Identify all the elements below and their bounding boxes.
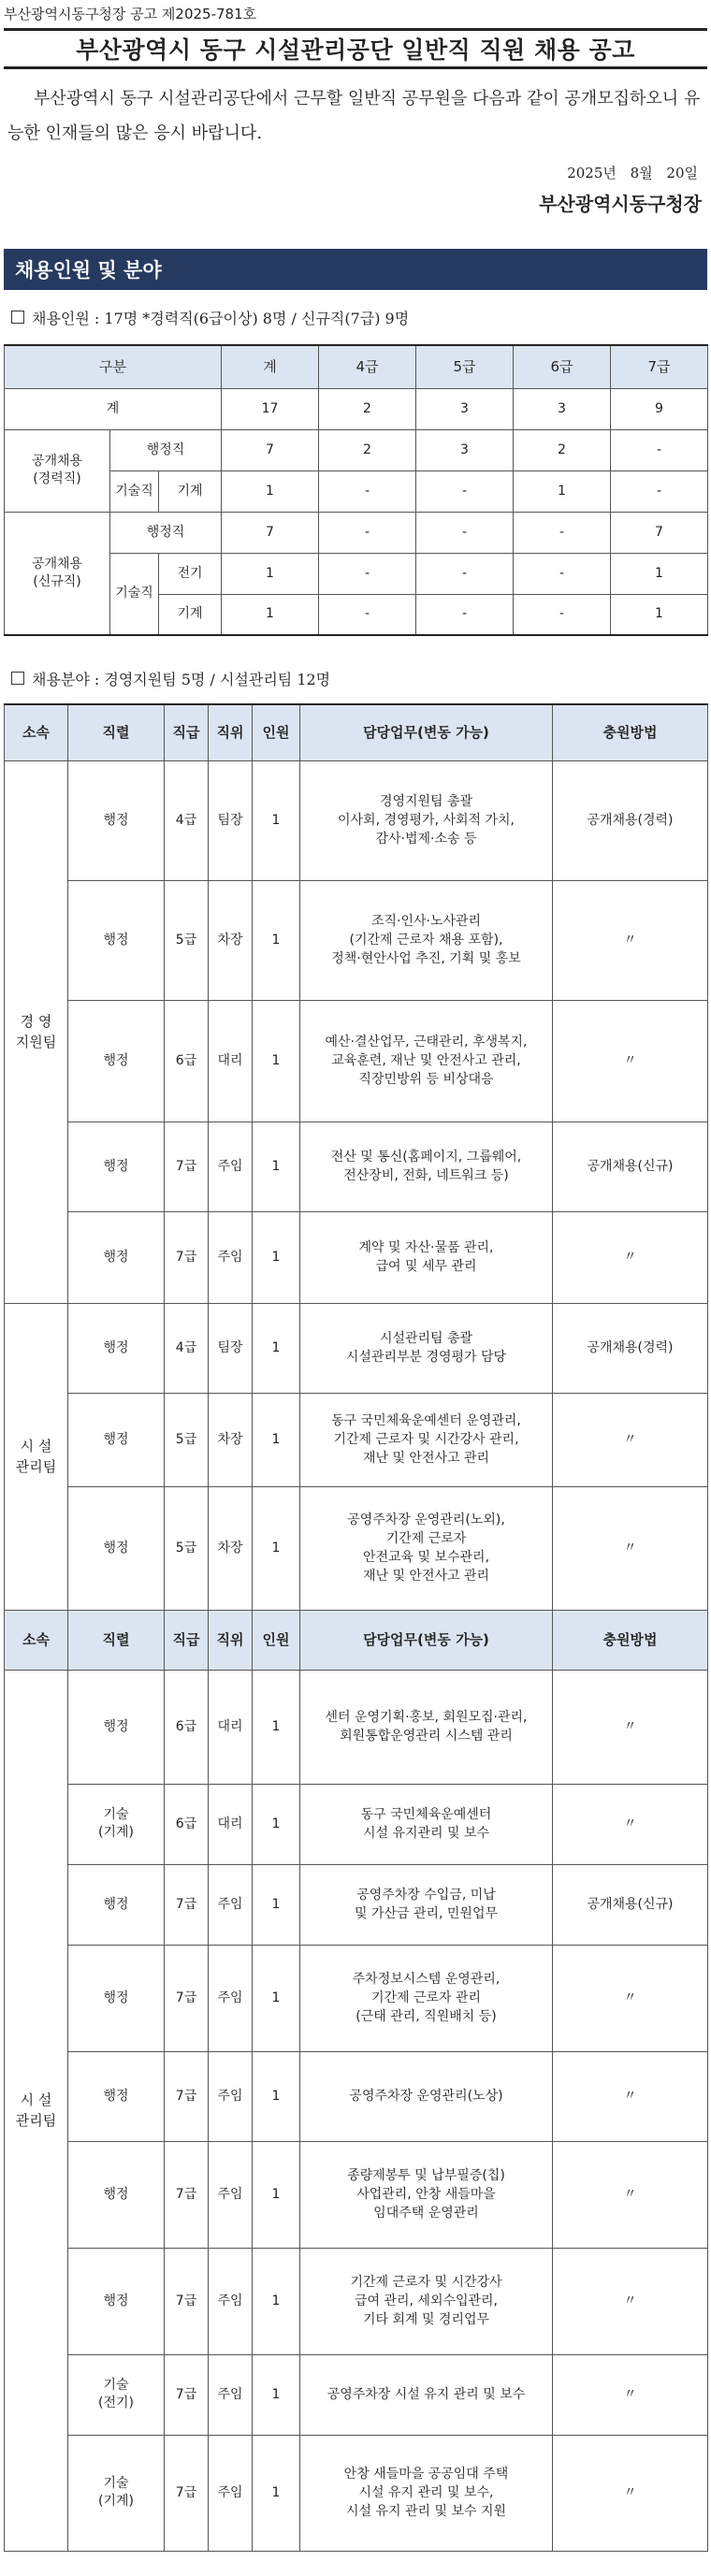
value-cell: 1 bbox=[611, 594, 708, 635]
value-cell: - bbox=[416, 512, 514, 553]
series-cell: 행정 bbox=[68, 1211, 165, 1303]
table-row bbox=[5, 760, 708, 880]
series-cell: 행정 bbox=[68, 1670, 165, 1784]
issuer-name: 부산광역시동구청장 bbox=[539, 193, 702, 215]
value-cell: - bbox=[319, 553, 416, 594]
value-cell: - bbox=[611, 429, 708, 470]
duty-cell: 경영지원팀 총괄 이사회, 경영평가, 사회적 가치, 감사·법제·소송 등 bbox=[300, 760, 553, 880]
count-cell: 1 bbox=[253, 1784, 300, 1864]
series-cell: 행정 bbox=[68, 1122, 165, 1211]
recruit-field-line bbox=[4, 664, 707, 692]
table-row bbox=[5, 1303, 708, 1393]
position-cell: 주임 bbox=[209, 1945, 253, 2051]
table-header-row bbox=[5, 704, 708, 760]
series-label-cell: 행정직 bbox=[110, 429, 222, 470]
table-row bbox=[5, 470, 708, 512]
series-cell: 행정 bbox=[68, 2051, 165, 2141]
series-cell: 행정 bbox=[68, 1000, 165, 1122]
table-row bbox=[5, 2248, 708, 2354]
series-label-cell: 기술직 bbox=[110, 553, 159, 635]
section-header-text: 채용인원 및 분야 bbox=[15, 259, 162, 282]
header-cell: 7급 bbox=[611, 345, 708, 388]
position-cell: 주임 bbox=[209, 2141, 253, 2248]
method-cell: 〃 bbox=[553, 1784, 708, 1864]
grade-cell: 7급 bbox=[165, 2435, 209, 2551]
count-cell: 1 bbox=[253, 760, 300, 880]
position-cell: 팀장 bbox=[209, 1303, 253, 1393]
grade-cell: 5급 bbox=[165, 1393, 209, 1486]
table-row bbox=[5, 1122, 708, 1211]
page-title bbox=[4, 28, 707, 69]
value-cell: 7 bbox=[222, 512, 319, 553]
dept-cell: 경 영 지원팀 bbox=[5, 760, 68, 1303]
value-cell: - bbox=[416, 470, 514, 512]
table-row bbox=[5, 1486, 708, 1610]
grade-cell: 4급 bbox=[165, 1303, 209, 1393]
table-row bbox=[5, 2141, 708, 2248]
value-cell: - bbox=[416, 594, 514, 635]
count-cell: 1 bbox=[253, 2051, 300, 2141]
intro-paragraph: 부산광역시 동구 시설관리공단에서 근무할 일반직 공무원을 다음과 같이 공개모집하오니 유능한 인재들의 많은 응시 바랍니다. bbox=[7, 89, 701, 143]
duty-cell: 예산·결산업무, 근태관리, 후생복지, 교육훈련, 재난 및 안전사고 관리, 직장민방위 등 비상대응 bbox=[300, 1000, 553, 1122]
value-cell: 1 bbox=[222, 553, 319, 594]
position-cell: 주임 bbox=[209, 1864, 253, 1945]
table-row bbox=[5, 1211, 708, 1303]
count-cell: 1 bbox=[253, 2248, 300, 2354]
header-cell: 4급 bbox=[319, 345, 416, 388]
recruit-count-line bbox=[4, 303, 707, 331]
total-value-cell: 9 bbox=[611, 388, 708, 429]
table-row bbox=[5, 512, 708, 553]
checkbox-square-icon bbox=[11, 311, 24, 324]
value-cell: 7 bbox=[222, 429, 319, 470]
series-cell: 기술 (전기) bbox=[68, 2354, 165, 2435]
total-value-cell: 17 bbox=[222, 388, 319, 429]
headcount-table bbox=[4, 344, 708, 636]
series-cell: 행정 bbox=[68, 1393, 165, 1486]
grade-cell: 7급 bbox=[165, 2051, 209, 2141]
value-cell: 1 bbox=[514, 470, 611, 512]
value-cell: - bbox=[514, 594, 611, 635]
position-cell: 팀장 bbox=[209, 760, 253, 880]
series-cell: 기술 (기계) bbox=[68, 1784, 165, 1864]
header-cell: 직위 bbox=[209, 704, 253, 760]
page-title-text: 부산광역시 동구 시설관리공단 일반직 직원 채용 공고 bbox=[76, 36, 635, 64]
grade-cell: 5급 bbox=[165, 1486, 209, 1610]
group-label-cell: 공개채용 (경력직) bbox=[5, 429, 110, 512]
method-cell: 〃 bbox=[553, 1945, 708, 2051]
table-row bbox=[5, 1393, 708, 1486]
value-cell: 3 bbox=[416, 429, 514, 470]
grade-cell: 6급 bbox=[165, 1784, 209, 1864]
series-cell: 행정 bbox=[68, 880, 165, 1000]
count-cell: 1 bbox=[253, 1211, 300, 1303]
grade-cell: 4급 bbox=[165, 760, 209, 880]
duty-cell: 전산 및 통신(홈페이지, 그룹웨어, 전산장비, 전화, 네트워크 등) bbox=[300, 1122, 553, 1211]
count-cell: 1 bbox=[253, 2435, 300, 2551]
header-cell: 충원방법 bbox=[553, 704, 708, 760]
method-cell: 〃 bbox=[553, 2051, 708, 2141]
method-cell: 〃 bbox=[553, 1670, 708, 1784]
duty-table bbox=[4, 703, 708, 2552]
count-cell: 1 bbox=[253, 1000, 300, 1122]
position-cell: 차장 bbox=[209, 1393, 253, 1486]
position-cell: 대리 bbox=[209, 1000, 253, 1122]
value-cell: 1 bbox=[222, 594, 319, 635]
subseries-label-cell: 기계 bbox=[159, 470, 222, 512]
table-header-row bbox=[5, 345, 708, 388]
grade-cell: 7급 bbox=[165, 2141, 209, 2248]
table-row bbox=[5, 1784, 708, 1864]
count-cell: 1 bbox=[253, 1864, 300, 1945]
position-cell: 주임 bbox=[209, 2354, 253, 2435]
position-cell: 주임 bbox=[209, 1122, 253, 1211]
recruit-field-text: 채용분야 : 경영지원팀 5명 / 시설관리팀 12명 bbox=[32, 670, 331, 688]
table-row-total bbox=[5, 388, 708, 429]
grade-cell: 6급 bbox=[165, 1670, 209, 1784]
method-cell: 〃 bbox=[553, 2354, 708, 2435]
method-cell: 〃 bbox=[553, 1486, 708, 1610]
duty-cell: 센터 운영기획·홍보, 회원모집·관리, 회원통합운영관리 시스템 관리 bbox=[300, 1670, 553, 1784]
value-cell: - bbox=[319, 470, 416, 512]
count-cell: 1 bbox=[253, 2141, 300, 2248]
table-header-row bbox=[5, 1610, 708, 1670]
header-cell: 직위 bbox=[209, 1610, 253, 1670]
count-cell: 1 bbox=[253, 1303, 300, 1393]
duty-cell: 공영주차장 운영관리(노외), 기간제 근로자 안전교육 및 보수관리, 재난 및 안전사고 관리 bbox=[300, 1486, 553, 1610]
series-cell: 행정 bbox=[68, 2248, 165, 2354]
position-cell: 차장 bbox=[209, 1486, 253, 1610]
duty-cell: 종량제봉투 및 납부필증(칩) 사업관리, 안창 새들마을 임대주택 운영관리 bbox=[300, 2141, 553, 2248]
series-cell: 행정 bbox=[68, 760, 165, 880]
header-cell: 5급 bbox=[416, 345, 514, 388]
duty-cell: 동구 국민체육운예센터 운영관리, 기간제 근로자 및 시간강사 관리, 재난 및 안전사고 관리 bbox=[300, 1393, 553, 1486]
count-cell: 1 bbox=[253, 1945, 300, 2051]
table-row bbox=[5, 1000, 708, 1122]
position-cell: 주임 bbox=[209, 2248, 253, 2354]
value-cell: - bbox=[611, 470, 708, 512]
count-cell: 1 bbox=[253, 2354, 300, 2435]
method-cell: 〃 bbox=[553, 1211, 708, 1303]
dept-cell: 시 설 관리팀 bbox=[5, 1670, 68, 2551]
header-cell: 충원방법 bbox=[553, 1610, 708, 1670]
table-row bbox=[5, 1670, 708, 1784]
table-row bbox=[5, 880, 708, 1000]
header-cell: 소속 bbox=[5, 1610, 68, 1670]
table-row bbox=[5, 1864, 708, 1945]
notice-number: 부산광역시동구청장 공고 제2025-781호 bbox=[4, 6, 257, 22]
value-cell: - bbox=[319, 512, 416, 553]
method-cell: 〃 bbox=[553, 880, 708, 1000]
value-cell: 2 bbox=[319, 429, 416, 470]
grade-cell: 7급 bbox=[165, 1945, 209, 2051]
method-cell: 공개채용(경력) bbox=[553, 1303, 708, 1393]
table-row bbox=[5, 2051, 708, 2141]
value-cell: 2 bbox=[514, 429, 611, 470]
subseries-label-cell: 기계 bbox=[159, 594, 222, 635]
header-cell: 직급 bbox=[165, 1610, 209, 1670]
duty-cell: 시설관리팀 총괄 시설관리부분 경영평가 담당 bbox=[300, 1303, 553, 1393]
header-cell: 6급 bbox=[514, 345, 611, 388]
series-label-cell: 행정직 bbox=[110, 512, 222, 553]
header-cell: 인원 bbox=[253, 704, 300, 760]
grade-cell: 7급 bbox=[165, 2248, 209, 2354]
position-cell: 주임 bbox=[209, 2435, 253, 2551]
series-label-cell: 기술직 bbox=[110, 470, 159, 512]
grade-cell: 7급 bbox=[165, 1122, 209, 1211]
total-value-cell: 2 bbox=[319, 388, 416, 429]
group-label-cell: 공개채용 (신규직) bbox=[5, 512, 110, 635]
duty-cell: 공영주차장 운영관리(노상) bbox=[300, 2051, 553, 2141]
header-cell: 구분 bbox=[5, 345, 222, 388]
series-cell: 행정 bbox=[68, 1864, 165, 1945]
total-value-cell: 3 bbox=[514, 388, 611, 429]
total-value-cell: 3 bbox=[416, 388, 514, 429]
grade-cell: 7급 bbox=[165, 1864, 209, 1945]
grade-cell: 7급 bbox=[165, 1211, 209, 1303]
value-cell: - bbox=[514, 512, 611, 553]
duty-cell: 공영주차장 수입금, 미납 및 가산금 관리, 민원업무 bbox=[300, 1864, 553, 1945]
value-cell: - bbox=[514, 553, 611, 594]
count-cell: 1 bbox=[253, 1486, 300, 1610]
header-cell: 직급 bbox=[165, 704, 209, 760]
duty-cell: 공영주차장 시설 유지 관리 및 보수 bbox=[300, 2354, 553, 2435]
duty-cell: 동구 국민체육운예센터 시설 유지관리 및 보수 bbox=[300, 1784, 553, 1864]
position-cell: 차장 bbox=[209, 880, 253, 1000]
duty-cell: 안창 새들마을 공공임대 주택 시설 유지 관리 및 보수, 시설 유지 관리 및 보수 지원 bbox=[300, 2435, 553, 2551]
total-label-cell: 계 bbox=[5, 388, 222, 429]
count-cell: 1 bbox=[253, 880, 300, 1000]
header-cell: 담당업무(변동 가능) bbox=[300, 704, 553, 760]
grade-cell: 5급 bbox=[165, 880, 209, 1000]
table-row bbox=[5, 429, 708, 470]
dept-cell: 시 설 관리팀 bbox=[5, 1303, 68, 1610]
series-cell: 기술 (기계) bbox=[68, 2435, 165, 2551]
method-cell: 〃 bbox=[553, 2248, 708, 2354]
duty-cell: 조직·인사·노사관리 (기간제 근로자 채용 포함), 정책·현안사업 추진, 기획 및 홍보 bbox=[300, 880, 553, 1000]
grade-cell: 6급 bbox=[165, 1000, 209, 1122]
count-cell: 1 bbox=[253, 1122, 300, 1211]
series-cell: 행정 bbox=[68, 1945, 165, 2051]
position-cell: 대리 bbox=[209, 1784, 253, 1864]
duty-cell: 계약 및 자산·물품 관리, 급여 및 세무 관리 bbox=[300, 1211, 553, 1303]
section-header-recruitment bbox=[4, 249, 707, 290]
header-cell: 소속 bbox=[5, 704, 68, 760]
count-cell: 1 bbox=[253, 1670, 300, 1784]
position-cell: 주임 bbox=[209, 1211, 253, 1303]
notice-date: 2025년 8월 20일 bbox=[567, 165, 698, 181]
duty-cell: 주차정보시스템 운영관리, 기간제 근로자 관리 (근태 관리, 직원배치 등) bbox=[300, 1945, 553, 2051]
series-cell: 행정 bbox=[68, 1486, 165, 1610]
method-cell: 공개채용(경력) bbox=[553, 760, 708, 880]
header-cell: 담당업무(변동 가능) bbox=[300, 1610, 553, 1670]
header-cell: 인원 bbox=[253, 1610, 300, 1670]
series-cell: 행정 bbox=[68, 2141, 165, 2248]
header-cell: 직렬 bbox=[68, 1610, 165, 1670]
value-cell: - bbox=[416, 553, 514, 594]
method-cell: 〃 bbox=[553, 1000, 708, 1122]
value-cell: 1 bbox=[611, 553, 708, 594]
value-cell: 7 bbox=[611, 512, 708, 553]
table-row bbox=[5, 2354, 708, 2435]
grade-cell: 7급 bbox=[165, 2354, 209, 2435]
method-cell: 공개채용(신규) bbox=[553, 1122, 708, 1211]
value-cell: 1 bbox=[222, 470, 319, 512]
table-row bbox=[5, 2435, 708, 2551]
value-cell: - bbox=[319, 594, 416, 635]
position-cell: 대리 bbox=[209, 1670, 253, 1784]
method-cell: 〃 bbox=[553, 1393, 708, 1486]
method-cell: 〃 bbox=[553, 2141, 708, 2248]
recruit-count-text: 채용인원 : 17명 *경력직(6급이상) 8명 / 신규직(7급) 9명 bbox=[32, 309, 410, 327]
duty-cell: 기간제 근로자 및 시간강사 급여 관리, 세외수입관리, 기타 회계 및 경리업무 bbox=[300, 2248, 553, 2354]
table-row bbox=[5, 553, 708, 594]
method-cell: 〃 bbox=[553, 2435, 708, 2551]
series-cell: 행정 bbox=[68, 1303, 165, 1393]
table-row bbox=[5, 1945, 708, 2051]
subseries-label-cell: 전기 bbox=[159, 553, 222, 594]
method-cell: 공개채용(신규) bbox=[553, 1864, 708, 1945]
position-cell: 주임 bbox=[209, 2051, 253, 2141]
header-cell: 직렬 bbox=[68, 704, 165, 760]
header-cell: 계 bbox=[222, 345, 319, 388]
count-cell: 1 bbox=[253, 1393, 300, 1486]
checkbox-square-icon bbox=[11, 672, 24, 685]
